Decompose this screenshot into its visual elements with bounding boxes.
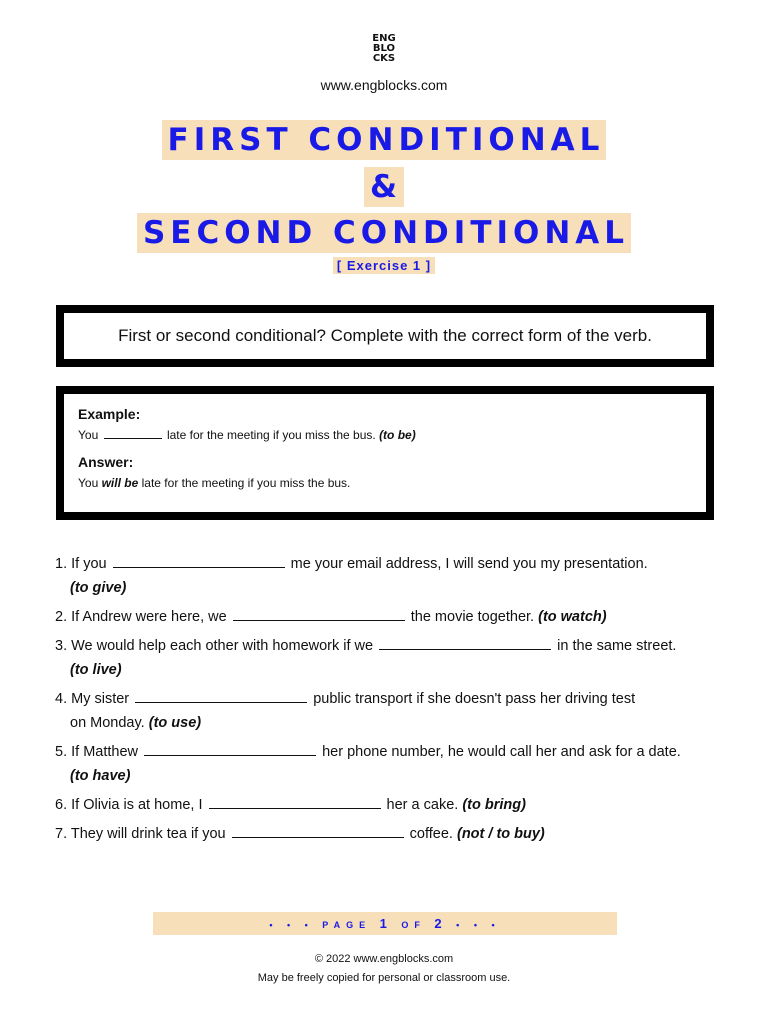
title-ampersand: & (364, 167, 404, 207)
instruction-text: First or second conditional? Complete with the correct form of the verb. (118, 326, 652, 345)
title-first-conditional: FIRST CONDITIONAL (162, 120, 607, 160)
question-2 (55, 605, 725, 629)
example-sentence (78, 428, 706, 442)
question-post: her a cake. (386, 797, 459, 813)
question-pre: They will drink tea if you (70, 826, 226, 842)
question-post: coffee. (409, 826, 453, 842)
question-3 (55, 634, 725, 682)
example-heading: Example: (78, 406, 141, 422)
question-pre: If Olivia is at home, I (71, 797, 203, 813)
answer-heading: Answer: (78, 454, 134, 470)
title-line-2 (0, 167, 768, 207)
answer-sentence (78, 476, 706, 490)
page-total: 2 (434, 916, 448, 931)
engblocks-logo (0, 34, 768, 66)
answer-blank[interactable] (209, 795, 381, 809)
question-pre: If Andrew were here, we (71, 609, 227, 625)
page-of: OF (401, 920, 426, 930)
question-number: 7. (55, 826, 68, 842)
question-continuation: on Monday. (70, 715, 145, 731)
question-number: 4. (55, 691, 68, 707)
logo-line-2: BLO (372, 43, 396, 54)
question-post: her phone number, he would call her and ask for a date. (322, 744, 681, 760)
title-line-1 (0, 120, 768, 160)
verb-hint: (to have) (70, 768, 131, 784)
question-list (55, 552, 725, 851)
question-number: 6. (55, 797, 68, 813)
question-7 (55, 822, 725, 846)
question-number: 1. (55, 556, 68, 572)
question-number: 5. (55, 744, 68, 760)
page-suffix: • • • (456, 920, 501, 930)
copyright-text: © 2022 www.engblocks.com (314, 953, 454, 965)
example-pre: You (78, 428, 99, 442)
site-url: www.engblocks.com (320, 77, 448, 93)
example-blank (104, 429, 162, 439)
logo-line-1: ENG (372, 33, 396, 44)
question-pre: If Matthew (71, 744, 139, 760)
answer-blank[interactable] (379, 636, 551, 650)
exercise-subtitle (0, 257, 768, 275)
instruction-box (56, 305, 714, 367)
answer-blank[interactable] (232, 824, 404, 838)
answer-blank[interactable] (233, 607, 405, 621)
verb-hint: (to bring) (462, 797, 526, 813)
verb-hint: (to live) (70, 662, 122, 678)
question-post: in the same street. (557, 638, 677, 654)
question-number: 3. (55, 638, 68, 654)
title-second-conditional: SECOND CONDITIONAL (137, 213, 631, 253)
logo-line-3: CKS (372, 53, 396, 64)
answer-blank[interactable] (144, 742, 316, 756)
logo-mark (372, 34, 395, 64)
question-post: public transport if she doesn't pass her driving test (313, 691, 636, 707)
answer-pre: You (78, 476, 99, 490)
verb-hint: (not / to buy) (456, 826, 545, 842)
exercise-label: [ Exercise 1 ] (333, 257, 435, 274)
example-post: late for the meeting if you miss the bus. (166, 428, 376, 442)
title-line-3 (0, 213, 768, 253)
page-indicator (153, 912, 617, 935)
verb-hint: (to give) (70, 580, 127, 596)
answer-bold: will be (101, 476, 139, 490)
question-pre: My sister (71, 691, 130, 707)
question-6 (55, 793, 725, 817)
question-post: me your email address, I will send you my presentation. (290, 556, 648, 572)
license-text: May be freely copied for personal or classroom use. (257, 972, 511, 984)
answer-blank[interactable] (113, 554, 285, 568)
question-post: the movie together. (410, 609, 535, 625)
question-5 (55, 740, 725, 788)
answer-blank[interactable] (135, 689, 307, 703)
question-pre: If you (71, 556, 107, 572)
example-hint: (to be) (379, 428, 416, 442)
question-1 (55, 552, 725, 600)
example-box (56, 386, 714, 520)
question-pre: We would help each other with homework if we (71, 638, 374, 654)
verb-hint: (to use) (148, 715, 202, 731)
question-number: 2. (55, 609, 68, 625)
page-current: 1 (379, 916, 393, 931)
question-4 (55, 687, 725, 735)
answer-post: late for the meeting if you miss the bus. (141, 476, 351, 490)
page-prefix: • • • PAGE (269, 920, 372, 930)
verb-hint: (to watch) (538, 609, 607, 625)
